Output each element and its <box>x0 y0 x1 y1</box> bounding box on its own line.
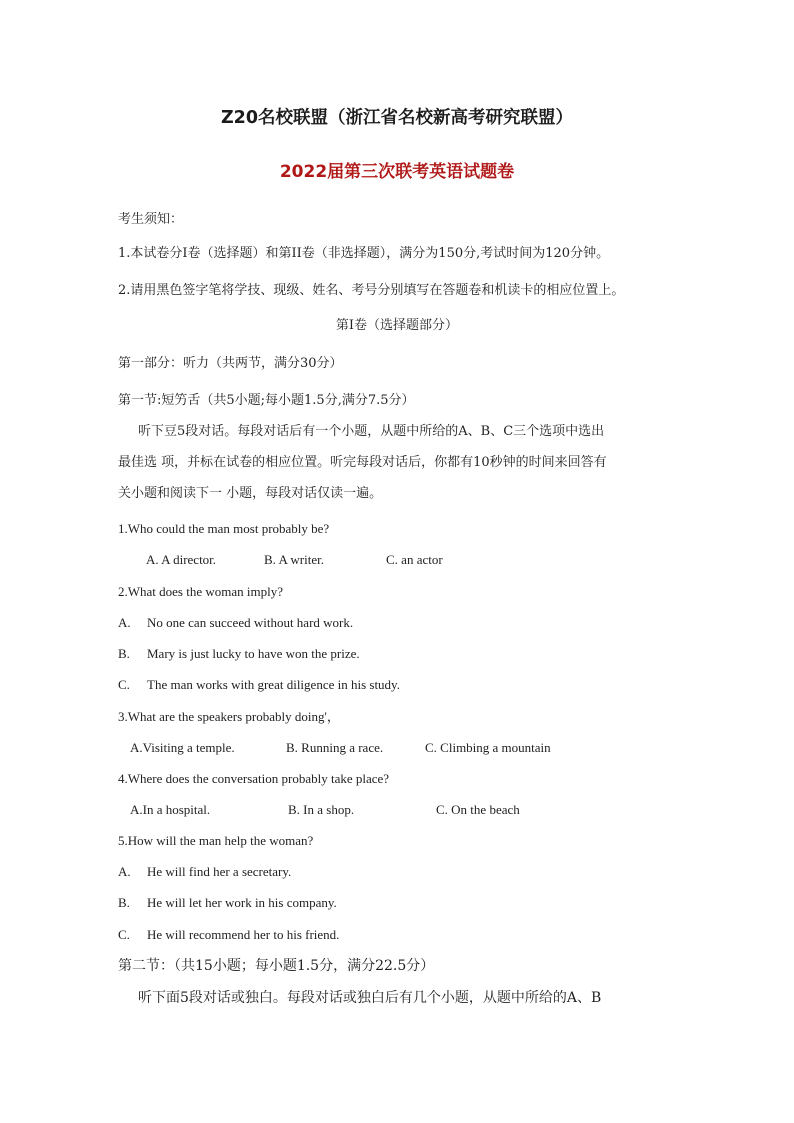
question-5-option-c-letter: C. <box>118 927 130 942</box>
question-1-option-c: C. an actor <box>386 552 443 567</box>
question-2-option-a-text: No one can succeed without hard work. <box>147 615 354 630</box>
exam-subtitle: 2022届第三次联考英语试题卷 <box>279 162 515 182</box>
section2-instruction-line-1: 听下面5段对话或独白。每段对话或独白后有几个小题，从题中所给的A、B <box>138 990 602 1006</box>
question-1-option-a: A. A director. <box>146 552 217 567</box>
question-4-option-c: C. On the beach <box>436 802 520 817</box>
question-5-option-c-text: He will recommend her to his friend. <box>147 927 340 942</box>
question-1-stem: 1.Who could the man most probably be? <box>118 521 330 536</box>
section1-instruction-line-2: 最佳选 项，并标在试卷的相应位置。听完每段对话后，你都有10秒钟的时间来回答有 <box>118 455 607 470</box>
volume-heading: 第I卷（选择题部分） <box>335 318 459 333</box>
notice-heading: 考生须知： <box>118 212 184 227</box>
question-5-option-b-text: He will let her work in his company. <box>147 895 337 910</box>
question-2-option-b-text: Mary is just lucky to have won the prize. <box>147 646 360 661</box>
notice-item-1: 1.本试卷分I卷（选择题）和第II卷（非选择题），满分为150分,考试时间为120分钟。 <box>118 246 610 261</box>
question-3-option-c: C. Climbing a mountain <box>425 740 551 755</box>
question-4-option-b: B. In a shop. <box>288 802 355 817</box>
question-2-option-c-text: The man works with great diligence in his study. <box>147 677 400 692</box>
question-4-stem: 4.Where does the conversation probably take place? <box>118 771 390 786</box>
question-2-stem: 2.What does the woman imply? <box>118 584 283 599</box>
section2-heading: 第二节：（共15小题；每小题1.5分，满分22.5分） <box>118 958 435 974</box>
question-5-option-a-letter: A. <box>118 864 131 879</box>
section1-instruction-line-1: 听下豆5段对话。每段对话后有一个小题，从题中所给的A、B、C三个选项中选出 <box>138 424 605 439</box>
question-2-option-b-letter: B. <box>118 646 130 661</box>
question-5-stem: 5.How will the man help the woman? <box>118 833 314 848</box>
notice-item-2: 2.请用黑色签字笔将学技、现级、姓名、考号分别填写在答题卷和机读卡的相应位置上。 <box>118 283 625 298</box>
question-4-option-a: A.In a hospital. <box>130 802 211 817</box>
question-3-option-b: B. Running a race. <box>286 740 384 755</box>
section1-heading: 第一节:短竻舌（共5小题;每小题1.5分,满分7.5分） <box>118 393 415 408</box>
question-2-option-c-letter: C. <box>118 677 130 692</box>
part1-heading: 第一部分：听力（共两节，满分30分） <box>118 356 343 371</box>
question-5-option-a-text: He will find her a secretary. <box>147 864 292 879</box>
question-3-option-a: A.Visiting a temple. <box>130 740 235 755</box>
exam-title: Z20名校联盟（浙江省名校新高考研究联盟） <box>220 108 574 128</box>
question-5-option-b-letter: B. <box>118 895 130 910</box>
question-1-option-b: B. A writer. <box>264 552 324 567</box>
question-2-option-a-letter: A. <box>118 615 131 630</box>
section1-instruction-line-3: 关小题和阅读下一 小题，每段对话仅读一遍。 <box>118 486 383 501</box>
question-3-stem: 3.What are the speakers probably doing'， <box>118 709 340 724</box>
